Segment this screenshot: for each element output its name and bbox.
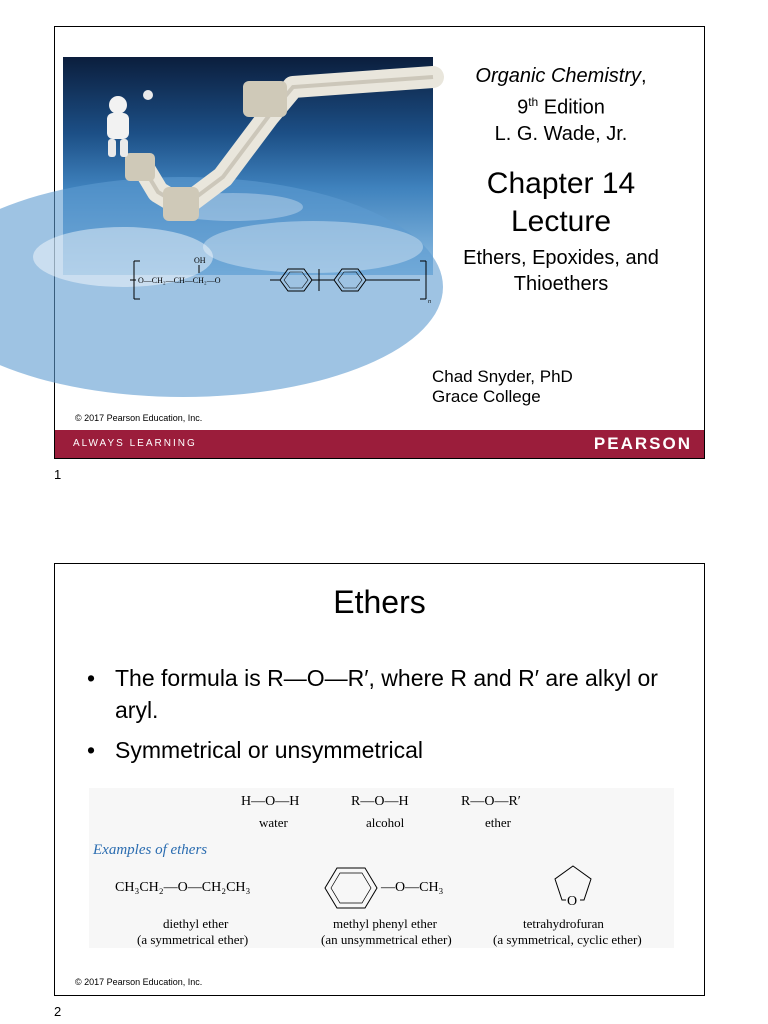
book-title: Organic Chemistry — [475, 65, 642, 87]
benzene-ring-icon — [321, 866, 381, 910]
thf-note: (a symmetrical, cyclic ether) — [493, 932, 642, 947]
edition-suffix: th — [528, 95, 539, 109]
presenter-info — [432, 367, 573, 407]
ether-label: ether — [485, 815, 511, 830]
epoxy-polymer-structure — [130, 255, 430, 305]
slide-1 — [54, 26, 705, 459]
ether-formula: R—O—R′ — [461, 794, 521, 809]
presenter-name: Chad Snyder, PhD — [432, 367, 573, 386]
edition-line — [423, 89, 699, 121]
water-formula: H—O—H — [241, 794, 300, 809]
slide-title: Ethers — [333, 584, 426, 620]
methyl-phenyl-ether-name: methyl phenyl ether — [333, 916, 437, 931]
chapter-title: Chapter 14 — [486, 166, 636, 200]
bullet-item: • The formula is R—O—R′, where R and R′ are alkyl or aryl. — [87, 662, 687, 726]
presenter-institution: Grace College — [432, 387, 541, 406]
water-label: water — [259, 815, 288, 830]
page-number-1: 1 — [54, 467, 62, 482]
diethyl-ether-formula: CH₃CH₂—O—CH₂CH₃ — [115, 880, 251, 895]
copyright: © 2017 Pearson Education, Inc. — [75, 413, 203, 423]
title-comma: , — [641, 65, 647, 87]
bullet-item: • Symmetrical or unsymmetrical — [87, 734, 687, 766]
edition-word: Edition — [538, 96, 605, 119]
bullet-list — [87, 662, 687, 774]
book-author: L. G. Wade, Jr. — [494, 122, 628, 145]
alcohol-formula: R—O—H — [351, 794, 409, 809]
copyright: © 2017 Pearson Education, Inc. — [75, 977, 203, 987]
book-title-line — [423, 63, 699, 89]
repeat-unit-n: n — [428, 299, 431, 305]
examples-heading: Examples of ethers — [93, 842, 208, 858]
pearson-footer-bar — [55, 430, 704, 458]
space-station-arm-image — [63, 57, 433, 275]
methyl-phenyl-ether-note: (an unsymmetrical ether) — [321, 932, 452, 947]
robotic-arm-illustration — [63, 57, 433, 275]
polymer-chain-label: O—CH₂—CH—CH₂—O — [138, 276, 221, 285]
lecture-title: Lecture — [510, 204, 612, 238]
hydroxyl-label: OH — [194, 256, 206, 265]
page-number-2: 2 — [54, 1004, 62, 1019]
title-block — [423, 63, 699, 297]
methyl-phenyl-substituent: —O—CH₃ — [381, 880, 444, 895]
diethyl-ether-note: (a symmetrical ether) — [137, 932, 249, 947]
thf-oxygen-label: O — [567, 894, 578, 909]
subtitle-line-2: Thioethers — [513, 272, 609, 295]
subtitle-line-1: Ethers, Epoxides, and — [463, 246, 659, 269]
footer-tagline: ALWAYS LEARNING — [73, 438, 197, 449]
diethyl-ether-name: diethyl ether — [163, 916, 229, 931]
pearson-logo: PEARSON — [593, 434, 692, 453]
alcohol-label: alcohol — [366, 815, 405, 830]
slide-2 — [54, 563, 705, 996]
edition-number: 9 — [517, 96, 529, 119]
thf-name: tetrahydrofuran — [523, 916, 604, 931]
ether-examples-figure — [89, 788, 674, 948]
